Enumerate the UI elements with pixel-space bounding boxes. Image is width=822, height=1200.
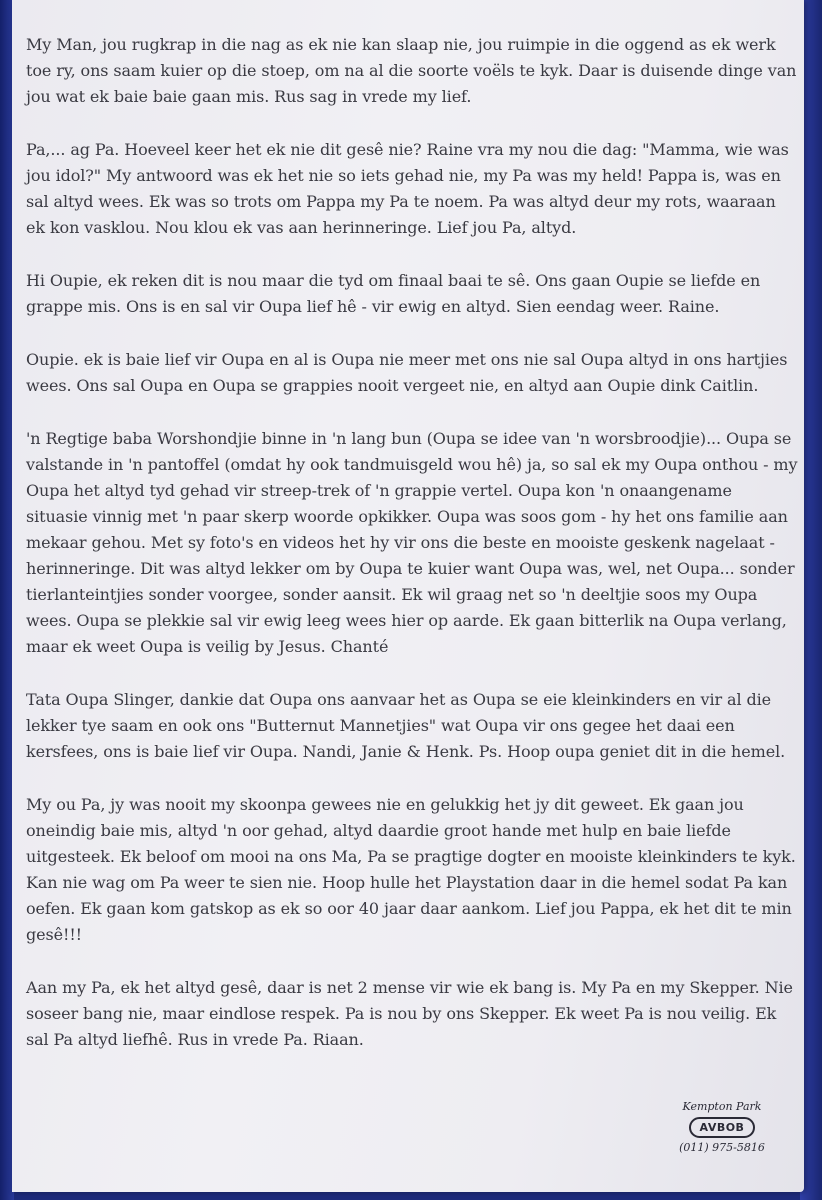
printed-page	[12, 0, 804, 1192]
tribute-paragraph-7: My ou Pa, jy was nooit my skoonpa gewees nie en gelukkig het jy dit geweet. Ek gaan jou oneindig baie mis, altyd 'n oor gehad, altyd daardie groot hande met hulp en baie liefde uitgesteek. Ek beloof om mooi na ons Ma, Pa se pragtige dogter en mooiste kleinkinders te kyk. Kan nie wag om Pa weer te sien nie. Hoop hulle het Playstation daar in die hemel sodat Pa kan oefen. Ek gaan kom gatskop as ek so oor 40 jaar daar aankom. Lief jou Pappa, ek het dit te min gesê!!!	[26, 795, 796, 944]
tribute-paragraph-2: Pa,... ag Pa. Hoeveel keer het ek nie dit gesê nie? Raine vra my nou die dag: "Mamma, wie was jou idol?" My antwoord was ek het nie so iets gehad nie, my Pa was my held! Pappa is, was en sal altyd wees. Ek was so trots om Pappa my Pa te noem. Pa was altyd deur my rots, waaraan ek kon vasklou. Nou klou ek vas aan herinneringe. Lief jou Pa, altyd.	[26, 140, 789, 237]
funeral-home-logo	[670, 1100, 774, 1170]
tribute-paragraph-3: Hi Oupie, ek reken dit is nou maar die tyd om finaal baai te sê. Ons gaan Oupie se liefde en grappe mis. Ons is en sal vir Oupa lief hê - vir ewig en altyd. Sien eendag weer. Raine.	[26, 271, 761, 316]
tribute-paragraph-6: Tata Oupa Slinger, dankie dat Oupa ons aanvaar het as Oupa se eie kleinkinders en vir al die lekker tye saam en ook ons "Butternut Mannetjies" wat Oupa vir ons gegee het daai een kersfees, ons is baie lief vir Oupa. Nandi, Janie & Henk. Ps. Hoop oupa geniet dit in die hemel.	[26, 690, 786, 761]
logo-location: Kempton Park	[682, 1100, 762, 1113]
logo-brand: AVBOB	[689, 1117, 756, 1138]
tribute-text	[26, 32, 798, 1080]
tribute-paragraph-8: Aan my Pa, ek het altyd gesê, daar is net 2 mense vir wie ek bang is. My Pa en my Skepper. Nie soseer bang nie, maar eindlose respek. Pa is nou by ons Skepper. Ek weet Pa is nou veilig. Ek sal Pa altyd liefhê. Rus in vrede Pa. Riaan.	[26, 978, 793, 1049]
tribute-paragraph-1: My Man, jou rugkrap in die nag as ek nie kan slaap nie, jou ruimpie in die oggend as ek werk toe ry, ons saam kuier op die stoep, om na al die soorte voëls te kyk. Daar is duisende dinge van jou wat ek baie baie gaan mis. Rus sag in vrede my lief.	[26, 35, 797, 106]
tribute-paragraph-4: Oupie. ek is baie lief vir Oupa en al is Oupa nie meer met ons nie sal Oupa altyd in ons hartjies wees. Ons sal Oupa en Oupa se grappies nooit vergeet nie, en altyd aan Oupie dink Caitlin.	[26, 350, 788, 395]
tribute-paragraph-5: 'n Regtige baba Worshondjie binne in 'n lang bun (Oupa se idee van 'n worsbroodjie)... Oupa se valstande in 'n pantoffel (omdat hy ook tandmuisgeld wou hê) ja, so sal ek my Oupa onthou - my Oupa het altyd tyd gehad vir streep-trek of 'n grappie vertel. Oupa kon 'n onaangename situasie vinnig met 'n paar skerp woorde opkikker. Oupa was soos gom - hy het ons familie aan mekaar gehou. Met sy foto's en videos het hy vir ons die beste en mooiste geskenk nagelaat - herinneringe. Dit was altyd lekker om by Oupa te kuier want Oupa was, wel, net Oupa... sonder tierlanteintjies sonder voorgee, sonder aansit. Ek wil graag net so 'n deeltjie soos my Oupa wees. Oupa se plekkie sal vir ewig leeg wees hier op aarde. Ek gaan bitterlik na Oupa verlang, maar ek weet Oupa is veilig by Jesus. Chanté	[26, 429, 798, 656]
logo-phone: (011) 975-5816	[679, 1141, 765, 1154]
